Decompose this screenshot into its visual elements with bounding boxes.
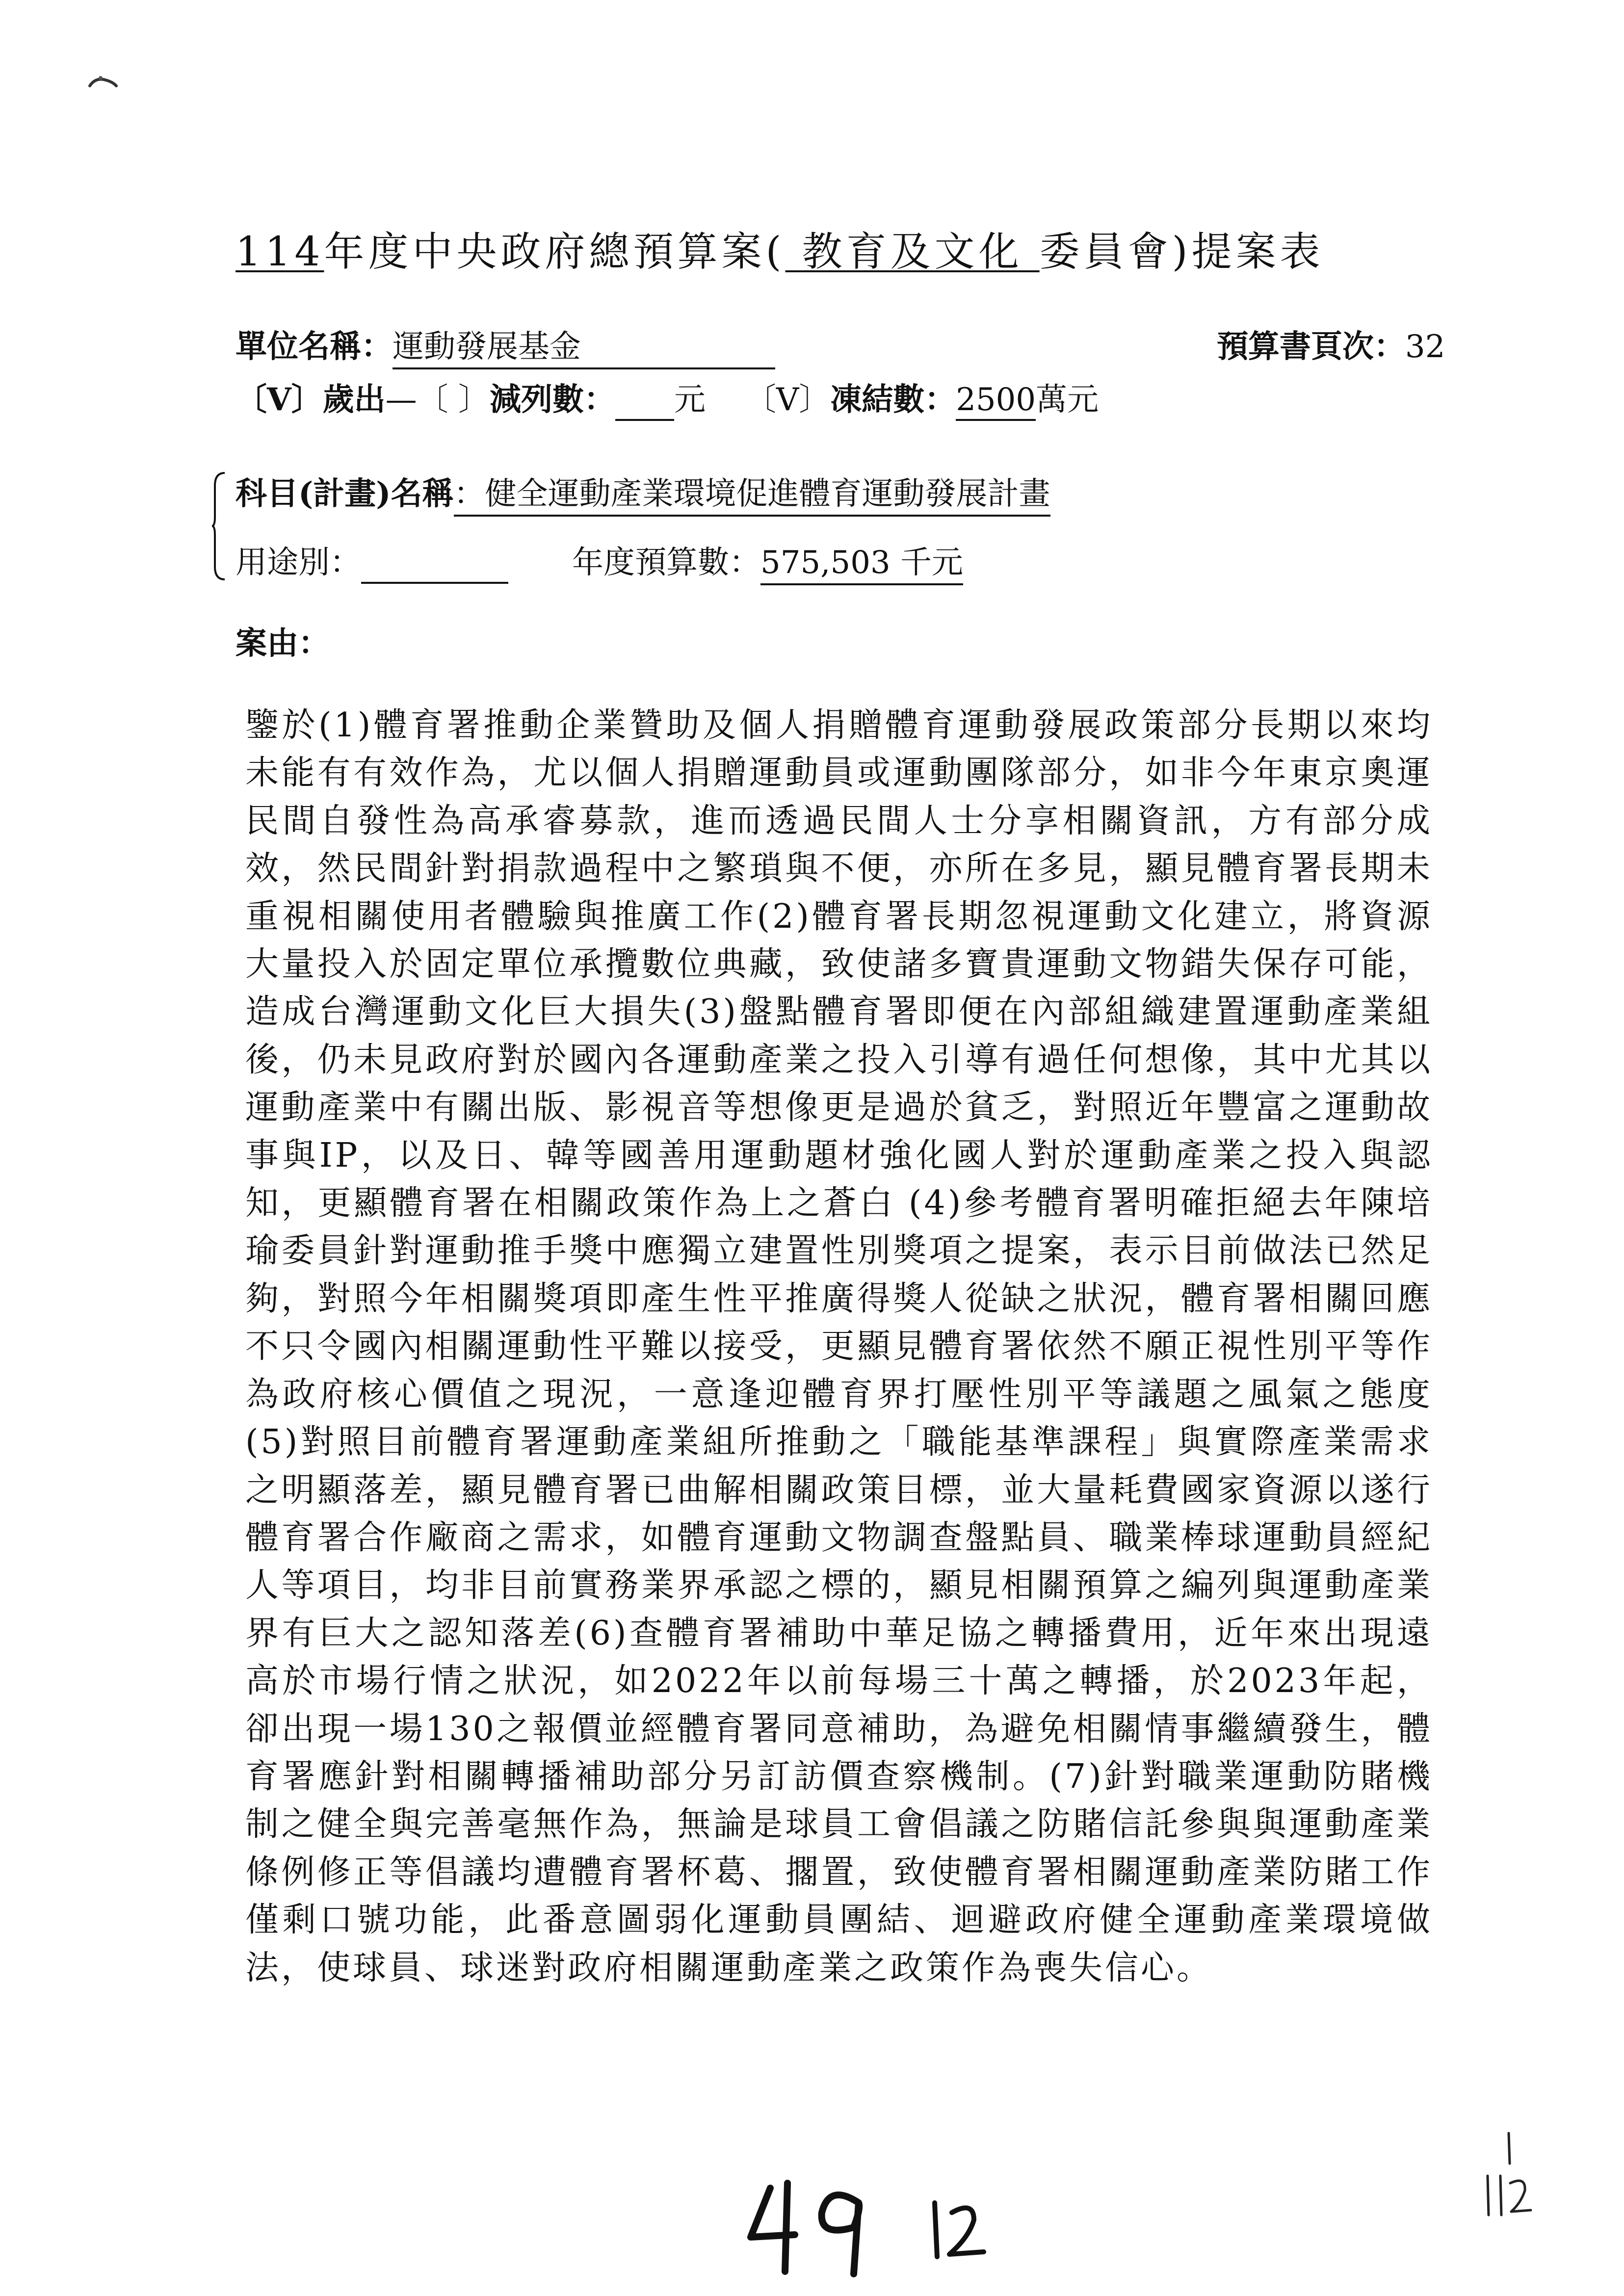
unit-label: 單位名稱： [236,328,393,365]
unit-row [236,321,775,369]
budget-value: 575,503 千元 [760,537,963,585]
title-text-1: 年度中央政府總預算案( [324,229,786,275]
subject-brace [211,471,226,581]
unit-value: 運動發展基金 [393,321,775,369]
subject-label: 科目(計畫)名稱 [236,475,454,512]
handwritten-page-number [736,2173,883,2283]
expense-check: 〔V〕歲出 [236,381,386,418]
reduce-box: 〔 〕 [417,382,490,418]
subject-value: ：健全運動產業環境促進體育運動發展計畫 [454,469,1050,517]
reduce-blank [615,382,674,421]
usage-blank [361,545,508,584]
form-title [236,220,1324,277]
reduce-label: 減列數： [490,381,615,418]
handwritten-12-glyph [922,2193,996,2267]
reason-label: 案由： [236,625,330,662]
freeze-unit: 萬元 [1036,382,1099,418]
freeze-value: 2500 [956,382,1036,421]
freeze-label: 凍結數： [830,381,956,418]
reason-text: 鑒於(1)體育署推動企業贊助及個人捐贈體育運動發展政策部分長期以來均未能有有效作為，尤以個人捐贈運動員或運動團隊部分，如非今年東京奧運民間自發性為高承睿募款，進而透過民間人士分享相關資訊，方有部分成效，然民間針對捐款過程中之繁瑣與不便，亦所在多見，顯見體育署長期未重視相關使用者體驗與推廣工作(2)體育署長期忽視運動文化建立，將資源大量投入於固定單位承攬數位典藏，致使諸多寶貴運動文物錯失保存可能，造成台灣運動文化巨大損失(3)盤點體育署即便在內部組織建置運動產業組後，仍未見政府對於國內各運動產業之投入引導有過任何想像，其中尤其以運動產業中有關出版、影視音等想像更是過於貧乏，對照近年豐富之運動故事與IP，以及日、韓等國善用運動題材強化國人對於運動產業之投入與認知，更顯體育署在相關政策作為上之蒼白 (4)參考體育署明確拒絕去年陳培瑜委員針對運動推手獎中應獨立建置性別獎項之提案，表示目前做法已然足夠，對照今年相關獎項即產生性平推廣得獎人從缺之狀況，體育署相關回應不只令國內相關運動性平難以接受，更顯見體育署依然不願正視性別平等作為政府核心價值之現況，一意逢迎體育界打壓性別平等議題之風氣之態度(5)對照目前體育署運動產業組所推動之「職能基準課程」與實際產業需求之明顯落差，顯見體育署已曲解相關政策目標，並大量耗費國家資源以遂行體育署合作廠商之需求，如體育運動文物調查盤點員、職業棒球運動員經紀人等項目，均非目前實務業界承認之標的，顯見相關預算之編列與運動產業界有巨大之認知落差(6)查體育署補助中華足協之轉播費用，近年來出現遠高於市場行情之狀況，如2022年以前每場三十萬之轉播，於2023年起，卻出現一場130之報價並經體育署同意補助，為避免相關情事繼續發生，體育署應針對相關轉播補助部分另訂訪價查察機制。(7)針對職業運動防賭機制之健全與完善毫無作為，無論是球員工會倡議之防賭信託參與與運動產業條例修正等倡議均遭體育署杯葛、擱置，致使體育署相關運動產業防賭工作僅剩口號功能，此番意圖弱化運動員團結、迴避政府健全運動產業環境做法，使球員、球迷對政府相關運動產業之政策作為喪失信心。 [245,706,1433,1987]
reduce-unit: 元 [674,382,706,418]
handwritten-1-12-glyph [1482,2129,1536,2222]
usage-label: 用途別： [236,545,361,581]
title-committee: 教育及文化 [785,229,1040,275]
amount-row [236,374,1099,421]
title-year: 114 [236,229,324,275]
page-ref-value: 32 [1405,329,1445,365]
subject-row [236,469,1050,517]
page-ref [1217,321,1445,366]
handwritten-49-glyph [736,2173,883,2281]
usage-row [236,537,963,585]
dash: — [385,382,417,418]
scan-speck [86,71,120,91]
handwritten-mark [922,2193,996,2269]
page-ref-label: 預算書頁次： [1217,328,1405,365]
freeze-box: 〔V〕 [745,382,831,418]
budget-label: 年度預算數： [572,545,760,581]
handwritten-side-note [1482,2129,1536,2224]
title-text-2: 委員會)提案表 [1039,229,1324,275]
